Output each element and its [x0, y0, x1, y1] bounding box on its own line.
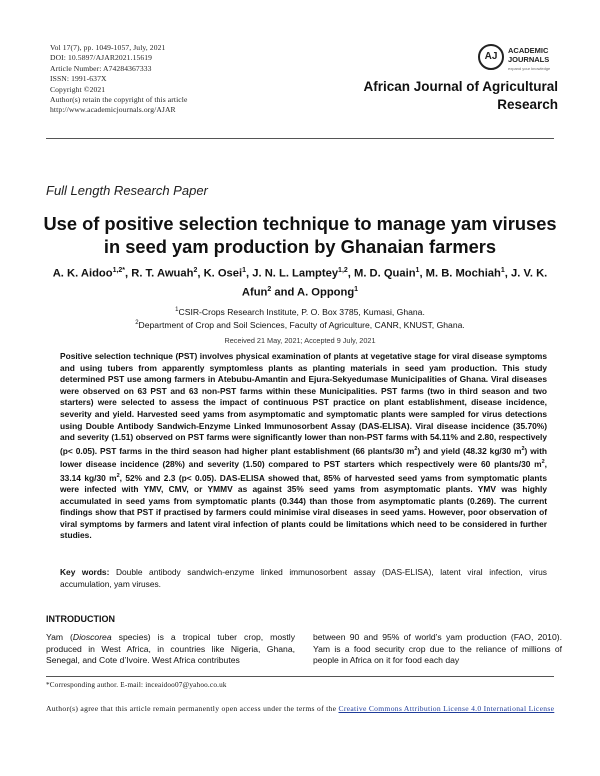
footnote-divider [46, 676, 554, 677]
license-statement [46, 703, 558, 714]
text-run: Positive selection technique (PST) involves physical examination of plants at vegetative stage for viral disease symptoms and using tubers from apparently symptomless plants as planting materials in seed yam production. This study determined PST use among farmers in Atebubu-Amantin and Ejura-Sekyedumase Municipalities of Ghana. Viral diseases were observed on 63 PST and 63 non-PST farms within these Municipalities. PST farms (two in third season and two starters) were selected to assess the impact of continuous PST practice on plant establishment, disease incidence, severity and yield. Harvested seed yams from asymptomatic and symptomatic plants were sampled for virus detections using Double Antibody Sandwich-Enzyme Linked Immunosorbent Assay (DAS-ELISA). Viral disease incidence (35.70%) and severity (1.51) observed on PST farms were significantly lower than non-PST farms with 54.11% and 2.80, respectively (p< 0.05). PST farms in the third season had higher plant establishment (66 plants/30 m [60, 351, 547, 456]
text-run: , 33.14 kg/30 m [60, 458, 547, 483]
affiliation-mark: 2 [135, 320, 139, 327]
text-run: species) is a tropical tuber crop, mostly produced in West Africa, in countries like Nigeria, Ghana, Senegal, and Cote d’Ivoire. West Africa contributes [46, 632, 295, 666]
text-run: Yam ( [46, 632, 73, 642]
meta-line: Copyright ©2021 [50, 84, 106, 94]
keywords-text: Double antibody sandwich-enzyme linked immunosorbent assay (DAS-ELISA), latent viral infection, virus accumulation, yam viruses. [60, 567, 547, 589]
author-affiliation-mark: 1 [415, 267, 420, 274]
author-name: K. Osei [203, 267, 243, 280]
superscript: 2 [116, 472, 120, 479]
superscript: 2 [541, 459, 545, 466]
author-separator: , [504, 267, 511, 280]
italic-term: Dioscorea [72, 632, 112, 642]
meta-line: Article Number: A74284367333 [50, 63, 152, 73]
author-name: A. Oppong [297, 286, 355, 299]
text-run: , 52% and 2.3 (p< 0.05). DAS-ELISA showed that, 85% of harvested seed yams from symptomatic plants were infected with YMV, CMV, or YMMV as against 35% seed yams from asymptomatic plants. YMV was highly accumulated in seed yams from symptomatic plants (0.344) than those from asymptomatic plants (0.269). The current findings show that PST if practised by farmers could minimise viral diseases in seed yams. However, poor observation of viral symptoms by farmers and latent viral infection of plants could be limitations which need to be considered in further studies. [60, 472, 547, 541]
intro-column-left [46, 632, 295, 667]
article-meta [50, 43, 350, 116]
author-separator: , [419, 267, 426, 280]
author-affiliation-mark: 1 [354, 285, 359, 293]
paper-category: Full Length Research Paper [46, 183, 208, 198]
author-affiliation-mark: 1 [242, 267, 247, 274]
author-affiliation-mark: 1,2* [112, 267, 126, 274]
author-name: M. B. Mochiah [425, 267, 501, 280]
section-heading-introduction: INTRODUCTION [46, 614, 115, 624]
abstract [60, 351, 547, 542]
received-dates: Received 21 May, 2021; Accepted 9 July, 2021 [224, 336, 376, 345]
author-separator: , [197, 267, 204, 280]
author-separator: , [125, 267, 132, 280]
author-name: M. D. Quain [354, 267, 416, 280]
author-affiliation-mark: 2 [193, 267, 198, 274]
meta-line: DOI: 10.5897/AJAR2021.15619 [50, 53, 153, 63]
logo-tagline: expand your knowledge [508, 66, 551, 71]
affiliation-line [40, 305, 560, 318]
logo-line1: ACADEMIC [508, 46, 549, 55]
keywords [60, 567, 547, 590]
paper-title: Use of positive selection technique to manage yam viruses in seed yam production by Ghanaian farmers [43, 213, 557, 257]
text-run: ) with lower disease incidence (28%) and severity (1.50) compared to PST starters which respectively were 60 plants/30 m [60, 445, 547, 469]
author-separator: , [246, 267, 253, 280]
academic-journals-logo [478, 44, 578, 78]
author-name: J. N. L. Lamptey [252, 267, 339, 280]
logo-line2: JOURNALS [508, 54, 550, 64]
journal-line2: Research [497, 97, 558, 112]
logo-wordmark [508, 47, 549, 64]
meta-line: ISSN: 1991-637X [50, 74, 107, 84]
author-name: A. K. Aidoo [52, 267, 113, 280]
meta-line: http://www.academicjournals.org/AJAR [50, 105, 176, 115]
affiliations [40, 305, 560, 332]
affiliation-mark: 1 [175, 307, 179, 313]
superscript: 2 [414, 445, 418, 452]
journal-name [308, 78, 558, 114]
affiliation-text: Department of Crop and Soil Sciences, Faculty of Agriculture, CANR, KNUST, Ghana. [138, 320, 465, 331]
affiliation-text: CSIR-Crops Research Institute, P. O. Box 3785, Kumasi, Ghana. [178, 306, 425, 317]
keywords-label: Key words: [60, 567, 110, 577]
author-separator: and [271, 286, 297, 299]
license-text: Author(s) agree that this article remain permanently open access under the terms of the [46, 704, 339, 713]
superscript: 2 [521, 445, 525, 452]
meta-line: Author(s) retain the copyright of this article [50, 95, 188, 105]
text-run: ) and yield (48.32 kg/30 m [417, 445, 522, 456]
affiliation-line [40, 318, 560, 331]
author-name: J. V. K. Afun [241, 267, 548, 299]
journal-line1: African Journal of Agricultural [363, 79, 558, 94]
author-affiliation-mark: 1,2 [338, 267, 348, 274]
intro-column-right: between 90 and 95% of world’s yam production (FAO, 2010). Yam is a food security crop due to the reliance of millions of people in Africa on it for food each day [313, 632, 562, 666]
author-name: R. T. Awuah [131, 267, 194, 280]
corresponding-author: *Corresponding author. E-mail: inceaidoo07@yahoo.co.uk [46, 681, 227, 689]
header-divider [46, 138, 554, 139]
author-list [40, 263, 560, 300]
aj-logo-icon: AJ [478, 44, 504, 70]
author-affiliation-mark: 1 [500, 267, 505, 274]
author-separator: , [347, 267, 354, 280]
meta-line: Vol 17(7), pp. 1049-1057, July, 2021 [50, 43, 166, 52]
license-link[interactable]: Creative Commons Attribution License 4.0 International License [338, 704, 555, 713]
author-affiliation-mark: 2 [267, 285, 272, 293]
